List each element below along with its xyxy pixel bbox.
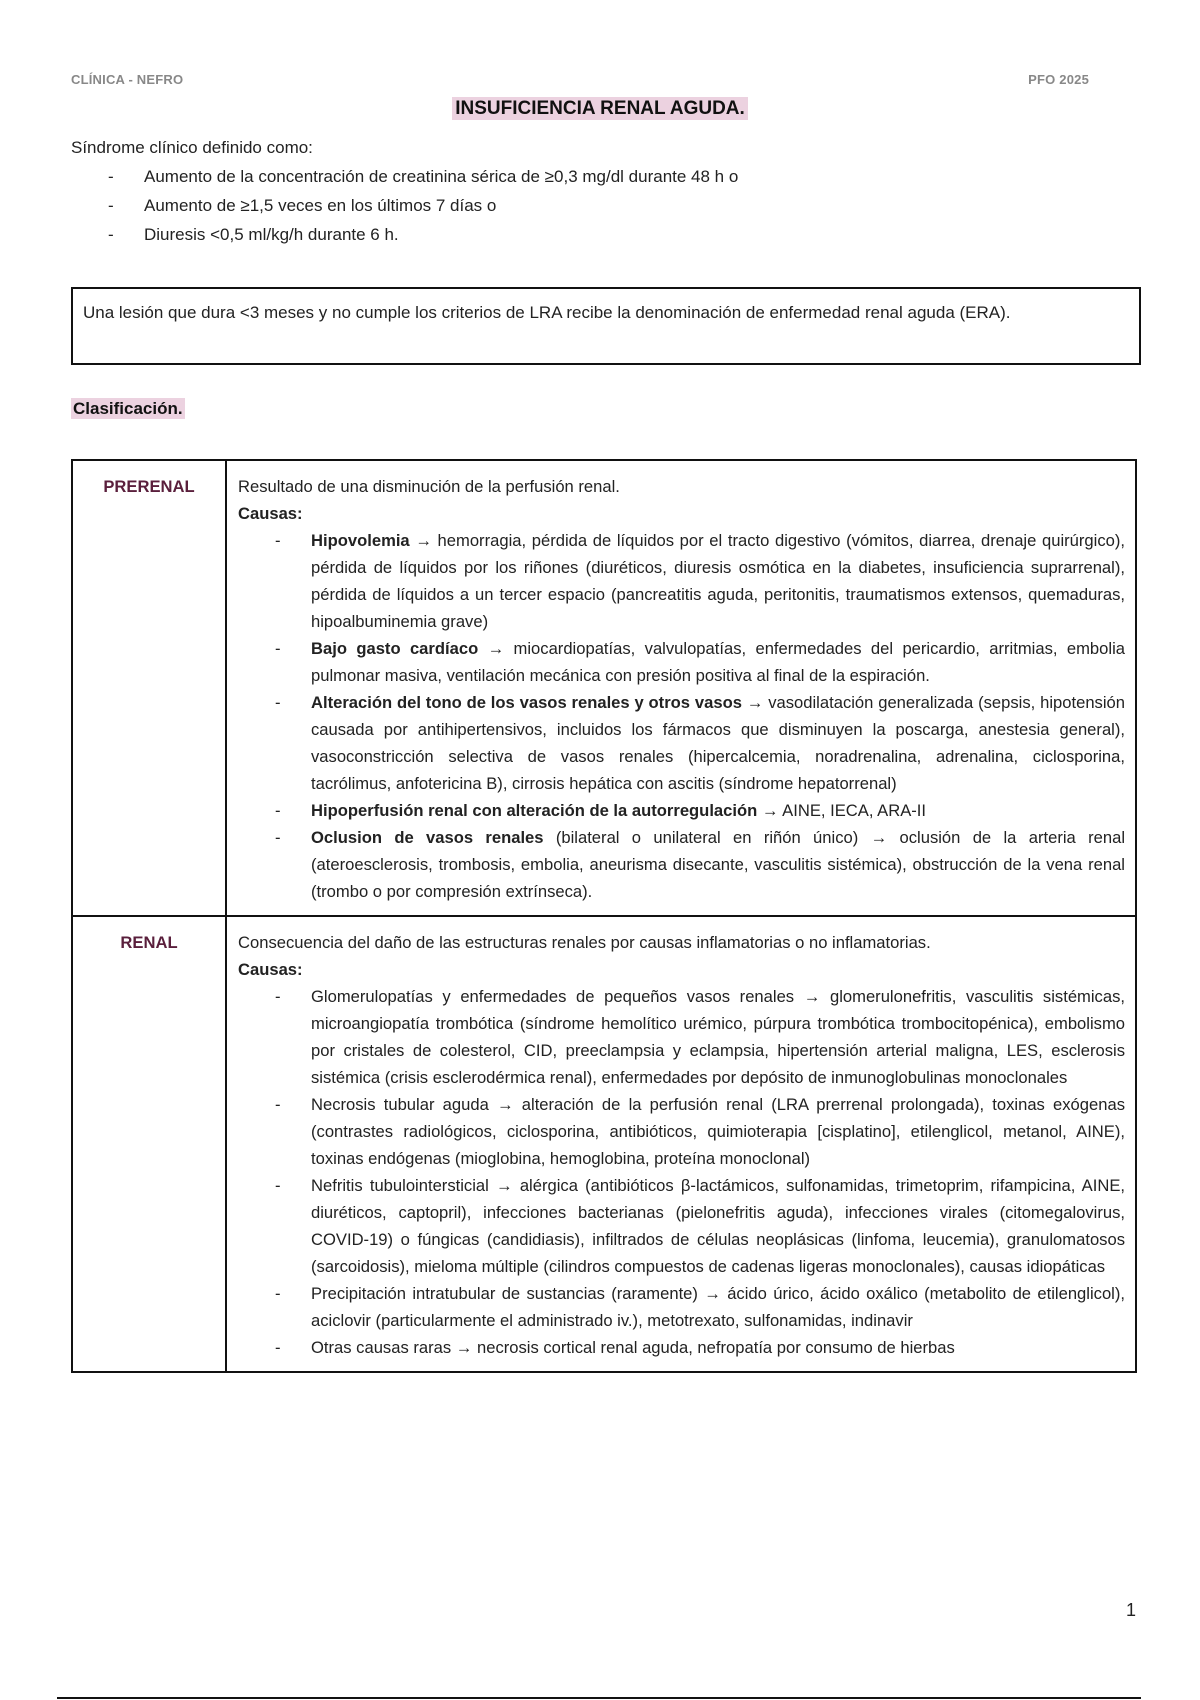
cause-item — [238, 635, 1125, 689]
cause-detail: → AINE, IECA, ARA-II — [757, 801, 927, 820]
cause-item — [238, 797, 1125, 824]
causes-label: Causas: — [238, 960, 303, 979]
classification-table — [71, 459, 1137, 1373]
table-row-renal — [72, 916, 1136, 1372]
category-summary: Resultado de una disminución de la perfusión renal. — [238, 477, 620, 496]
criteria-item: - Aumento de la concentración de creatinina sérica de ≥0,3 mg/dl durante 48 h o — [71, 162, 1131, 191]
causes-list — [238, 983, 1125, 1361]
footer-divider — [57, 1697, 1141, 1699]
cause-detail: Nefritis tubulointersticial → alérgica (antibióticos β-lactámicos, sulfonamidas, trimetoprim, rifampicina, AINE, diuréticos, captopril), infecciones bacterianas (pielonefritis aguda), infecciones virales (citomegalovirus, COVID-19) o fúngicas (candidiasis), infiltrados de células neoplásicas (linfoma, leucemia), granulomatosos (sarcoidosis), mieloma múltiple (cilindros compuestos de cadenas ligeras monoclonales), causas idiopáticas — [311, 1176, 1125, 1276]
category-cell: PRERENAL — [72, 460, 226, 916]
cause-detail: → hemorragia, pérdida de líquidos por el tracto digestivo (vómitos, diarrea, drenaje quirúrgico), pérdida de líquidos por los riñones (diuréticos, diuresis osmótica en la diabetes, insuficiencia suprarrenal), pérdida de líquidos a un tercer espacio (pancreatitis aguda, peritonitis, traumatismos extensos, quemaduras, hipoalbuminemia grave) — [311, 531, 1125, 631]
criteria-item: - Aumento de ≥1,5 veces en los últimos 7 días o — [71, 191, 1131, 220]
definition-lead: Síndrome clínico definido como: — [71, 138, 313, 157]
header-course: CLÍNICA - NEFRO — [71, 72, 184, 87]
classification-heading-wrapper — [71, 399, 185, 419]
classification-heading: Clasificación. — [73, 399, 183, 418]
cause-title: Bajo gasto cardíaco — [311, 639, 479, 658]
cause-item — [238, 1091, 1125, 1172]
cause-item — [238, 527, 1125, 635]
cause-item — [238, 824, 1125, 905]
header-edition: PFO 2025 — [1028, 72, 1089, 87]
cause-item — [238, 1334, 1125, 1361]
cause-detail: → miocardiopatías, valvulopatías, enfermedades del pericardio, arritmias, embolia pulmonar masiva, ventilación mecánica con presión positiva al final de la espiración. — [311, 639, 1125, 685]
cause-detail: → vasodilatación generalizada (sepsis, hipotensión causada por antihipertensivos, incluidos los fármacos que disminuyen la poscarga, anestesia general), vasoconstricción selectiva de vasos renales (hipercalcemia, noradrenalina, adrenalina, ciclosporina, tacrólimus, anfotericina B), cirrosis hepática con ascitis (síndrome hepatorrenal) — [311, 693, 1125, 793]
cause-title: Hipoperfusión renal con alteración de la autorregulación — [311, 801, 758, 820]
cause-detail: Glomerulopatías y enfermedades de pequeños vasos renales → glomerulonefritis, vasculitis sistémicas, microangiopatía trombótica (síndrome hemolítico urémico, púrpura trombótica trombocitopénica), embolismo por cristales de colesterol, CID, preeclampsia y eclampsia, hipertensión arterial maligna, LES, esclerosis sistémica (crisis esclerodérmica renal), enfermedades por depósito de inmunoglobulinas monoclonales — [311, 987, 1125, 1087]
causes-label: Causas: — [238, 504, 303, 523]
causes-list — [238, 527, 1125, 905]
page-title: INSUFICIENCIA RENAL AGUDA. — [452, 97, 748, 120]
cause-item — [238, 1280, 1125, 1334]
description-cell — [226, 460, 1136, 916]
cause-title: Oclusion de vasos renales — [311, 828, 544, 847]
cause-item — [238, 983, 1125, 1091]
definition-criteria-list — [71, 162, 1131, 249]
cause-title: Alteración del tono de los vasos renales y otros vasos — [311, 693, 742, 712]
cause-detail: Necrosis tubular aguda → alteración de la perfusión renal (LRA prerrenal prolongada), toxinas exógenas (contrastes radiológicos, ciclosporina, antibióticos, quimioterapia [cisplatino], etilenglicol, metanol, AINE), toxinas endógenas (mioglobina, hemoglobina, proteína monoclonal) — [311, 1095, 1125, 1168]
page-title-wrapper — [0, 98, 1200, 120]
cause-item — [238, 689, 1125, 797]
description-cell — [226, 916, 1136, 1372]
criteria-item: - Diuresis <0,5 ml/kg/h durante 6 h. — [71, 220, 1131, 249]
category-summary: Consecuencia del daño de las estructuras renales por causas inflamatorias o no inflamatorias. — [238, 933, 931, 952]
cause-item — [238, 1172, 1125, 1280]
table-row-prerenal — [72, 460, 1136, 916]
page-number: 1 — [1125, 1600, 1136, 1620]
cause-detail: Otras causas raras → necrosis cortical renal aguda, nefropatía por consumo de hierbas — [311, 1338, 955, 1357]
era-note-box: Una lesión que dura <3 meses y no cumple los criterios de LRA recibe la denominación de enfermedad renal aguda (ERA). — [71, 287, 1141, 365]
definition-section — [71, 133, 1131, 249]
cause-detail: (bilateral o unilateral en riñón único) → oclusión de la arteria renal (ateroesclerosis, trombosis, embolia, aneurisma disecante, vasculitis sistémica), obstrucción de la vena renal (trombo o por compresión extrínseca). — [311, 828, 1125, 901]
cause-detail: Precipitación intratubular de sustancias (raramente) → ácido úrico, ácido oxálico (metabolito de etilenglicol), aciclovir (particularmente el administrado iv.), metotrexato, sulfonamidas, indinavir — [311, 1284, 1125, 1330]
cause-title: Hipovolemia — [311, 531, 410, 550]
category-cell: RENAL — [72, 916, 226, 1372]
